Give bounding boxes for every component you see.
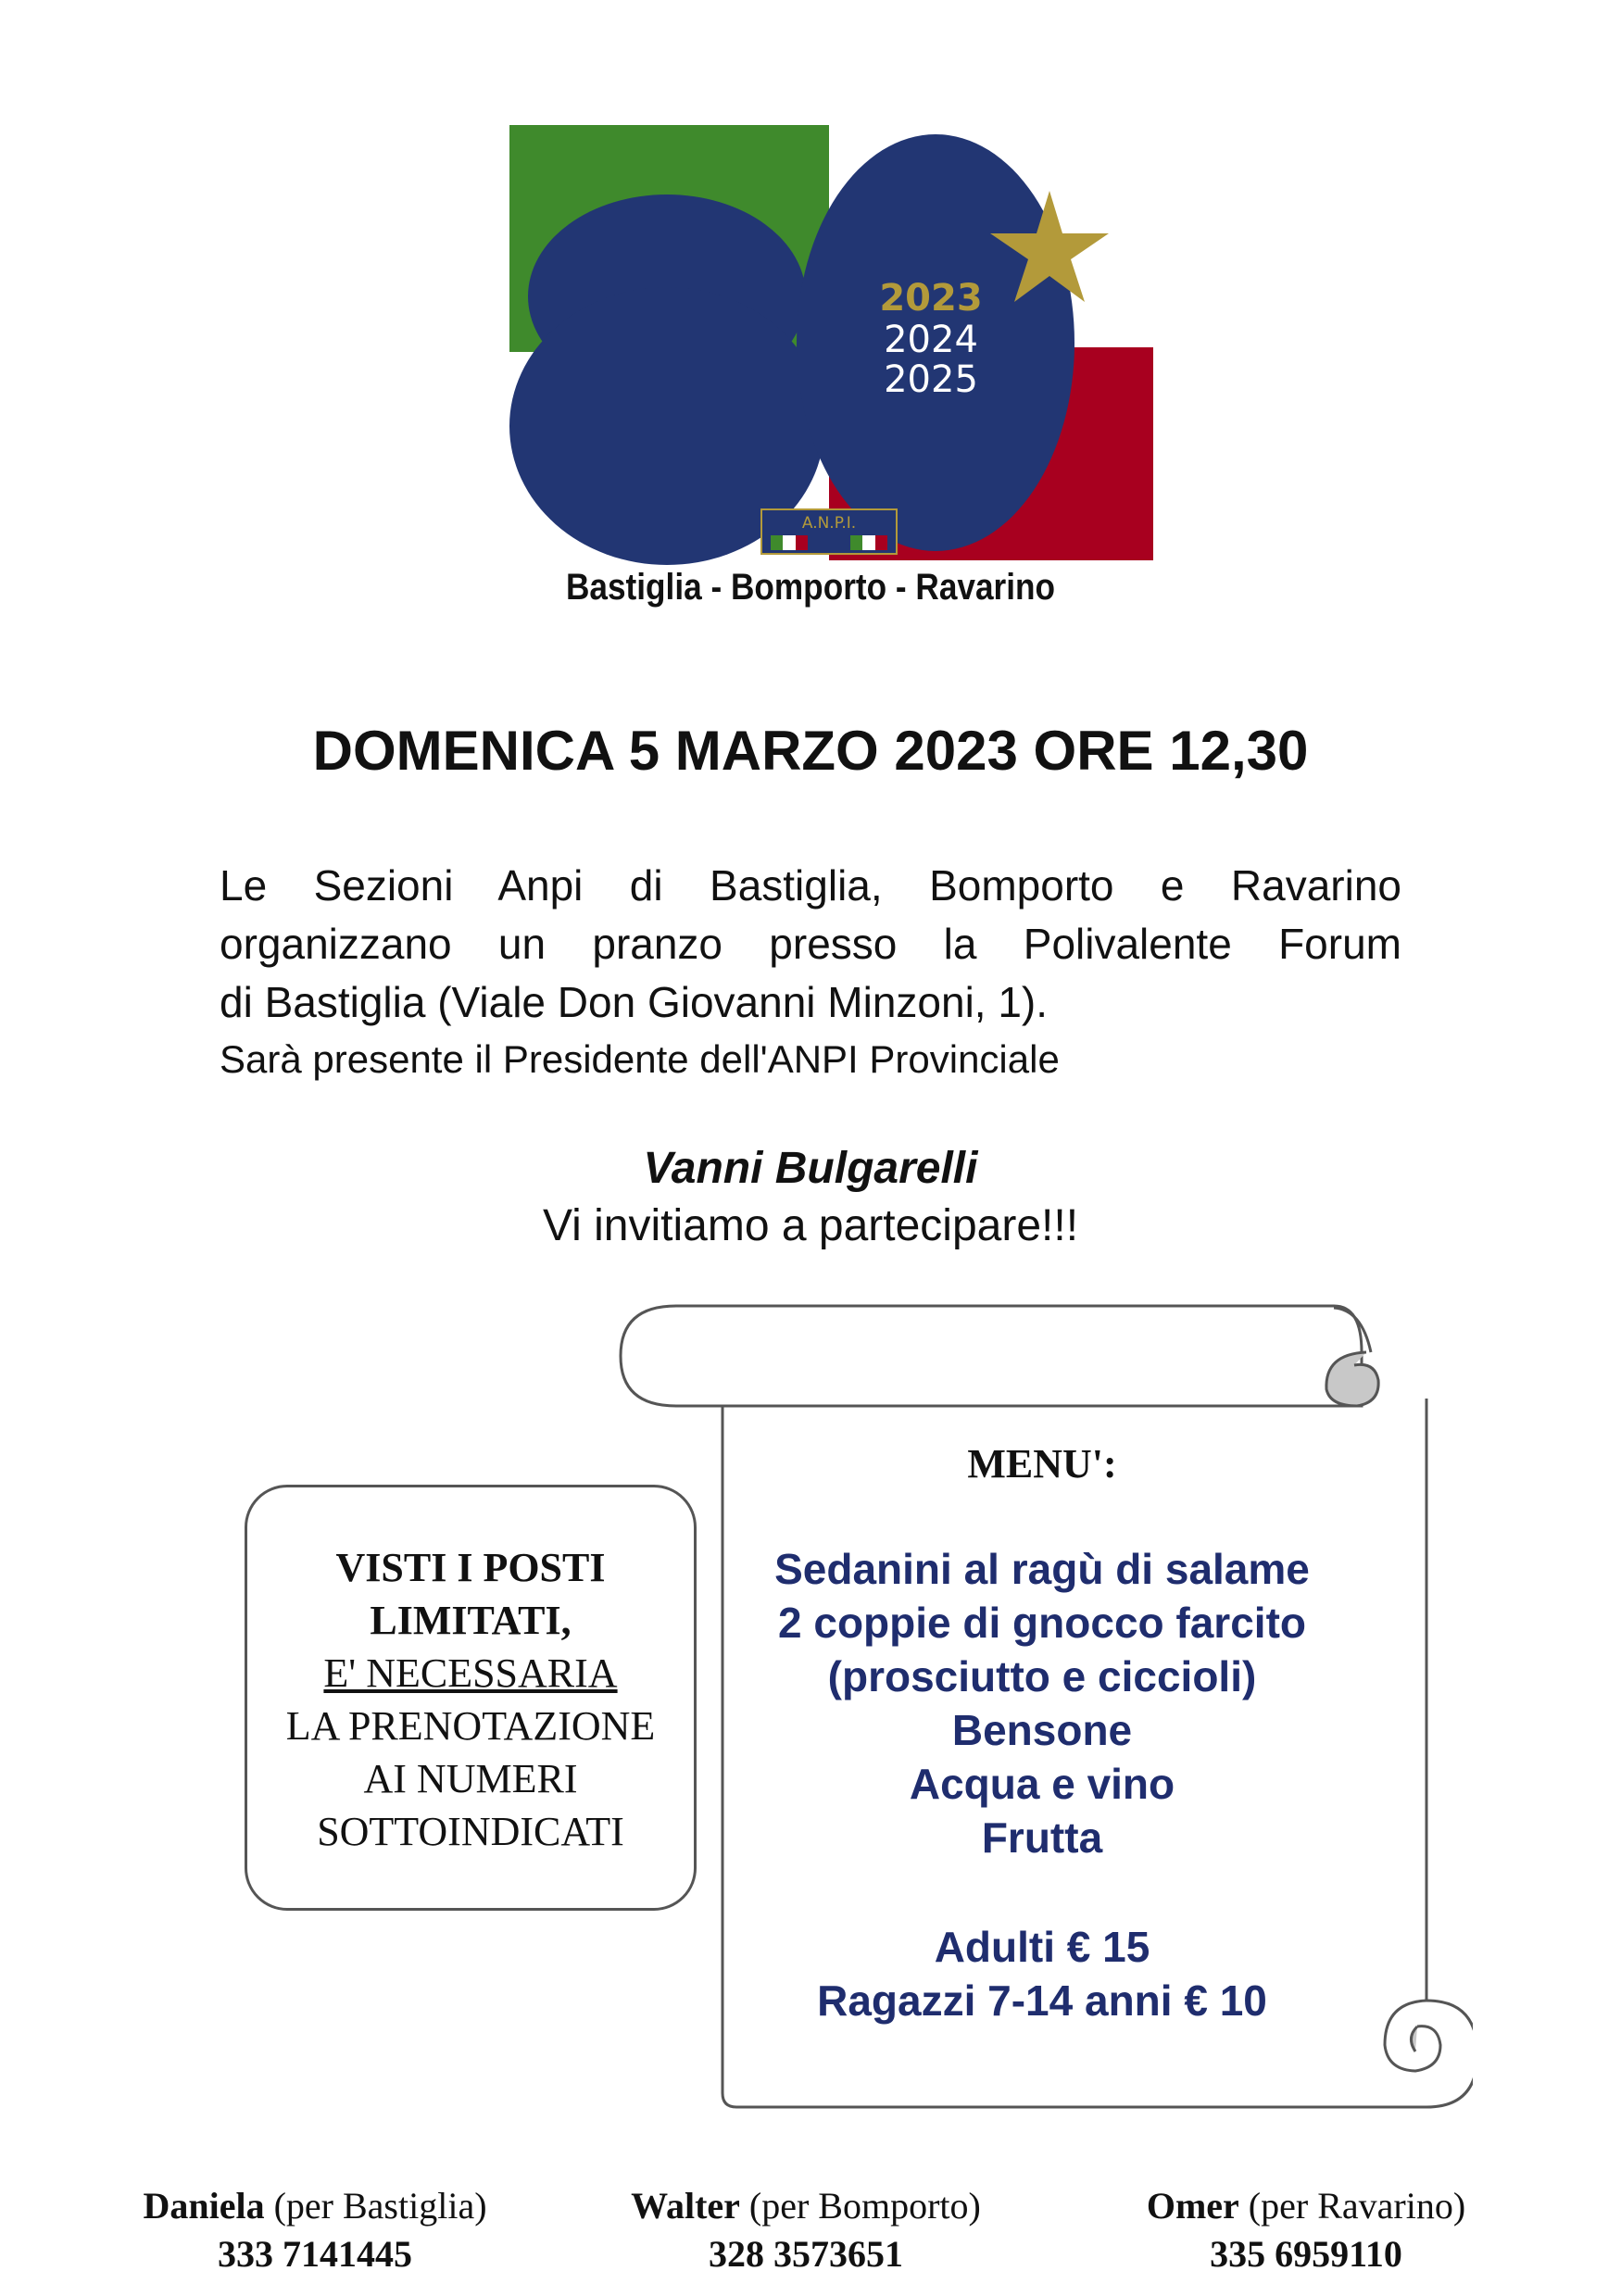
contact-bastiglia <box>120 2182 509 2278</box>
speaker-name: Vanni Bulgarelli <box>643 1144 978 1193</box>
notice-line-4: LA PRENOTAZIONE <box>285 1703 656 1749</box>
notice-line-6: SOTTOINDICATI <box>317 1809 624 1854</box>
contact-phone[interactable]: 333 7141445 <box>218 2233 412 2275</box>
menu-item: (prosciutto e ciccioli) <box>827 1652 1257 1700</box>
contact-area: (per Ravarino) <box>1248 2185 1466 2227</box>
contact-ravarino <box>1112 2182 1501 2278</box>
contact-phone[interactable]: 335 6959110 <box>1210 2233 1402 2275</box>
menu-item: Bensone <box>951 1706 1133 1754</box>
anpi-80-logo <box>509 120 1158 565</box>
contact-bomporto <box>611 2182 1000 2278</box>
anpi-badge <box>761 509 897 554</box>
menu-title: MENU': <box>967 1441 1117 1487</box>
logo-year-2023: 2023 <box>879 277 983 320</box>
contact-area: (per Bomporto) <box>748 2185 981 2227</box>
intro-line-2: organizzano un pranzo presso la Polivalente Forum <box>220 920 1401 968</box>
contact-name: Walter <box>631 2185 740 2227</box>
logo-year-2025: 2025 <box>884 358 978 401</box>
notice-line-2: LIMITATI, <box>370 1598 572 1643</box>
menu-list <box>723 1542 1362 1864</box>
intro-paragraph <box>220 857 1401 1087</box>
invitation-text: Vi invitiamo a partecipare!!! <box>542 1201 1079 1250</box>
sections-subtitle: Bastiglia - Bomporto - Ravarino <box>565 567 1056 608</box>
logo-year-2024: 2024 <box>884 319 978 361</box>
menu-item: Acqua e vino <box>909 1760 1175 1808</box>
notice-line-3: E' NECESSARIA <box>323 1650 618 1696</box>
notice-line-1: VISTI I POSTI <box>335 1545 606 1590</box>
intro-line-3: di Bastiglia (Viale Don Giovanni Minzoni, 1). <box>220 978 1049 1026</box>
notice-line-5: AI NUMERI <box>363 1756 578 1801</box>
price-list <box>723 1920 1362 2027</box>
intro-line-1: Le Sezioni Anpi di Bastiglia, Bomporto e Ravarino <box>220 861 1401 910</box>
price-kids: Ragazzi 7-14 anni € 10 <box>817 1976 1267 2025</box>
price-adults: Adulti € 15 <box>934 1923 1150 1971</box>
event-date-headline: DOMENICA 5 MARZO 2023 ORE 12,30 <box>312 720 1309 782</box>
anpi-badge-text: A.N.P.I. <box>801 514 857 533</box>
intro-line-4: Sarà presente il Presidente dell'ANPI Provinciale <box>220 1037 1060 1081</box>
menu-item: 2 coppie di gnocco farcito <box>778 1599 1306 1647</box>
contact-phone[interactable]: 328 3573651 <box>709 2233 903 2275</box>
menu-item: Frutta <box>981 1813 1103 1862</box>
menu-item: Sedanini al ragù di salame <box>774 1545 1310 1593</box>
contact-area: (per Bastiglia) <box>273 2185 487 2227</box>
contact-name: Daniela <box>143 2185 265 2227</box>
contact-name: Omer <box>1146 2185 1239 2227</box>
